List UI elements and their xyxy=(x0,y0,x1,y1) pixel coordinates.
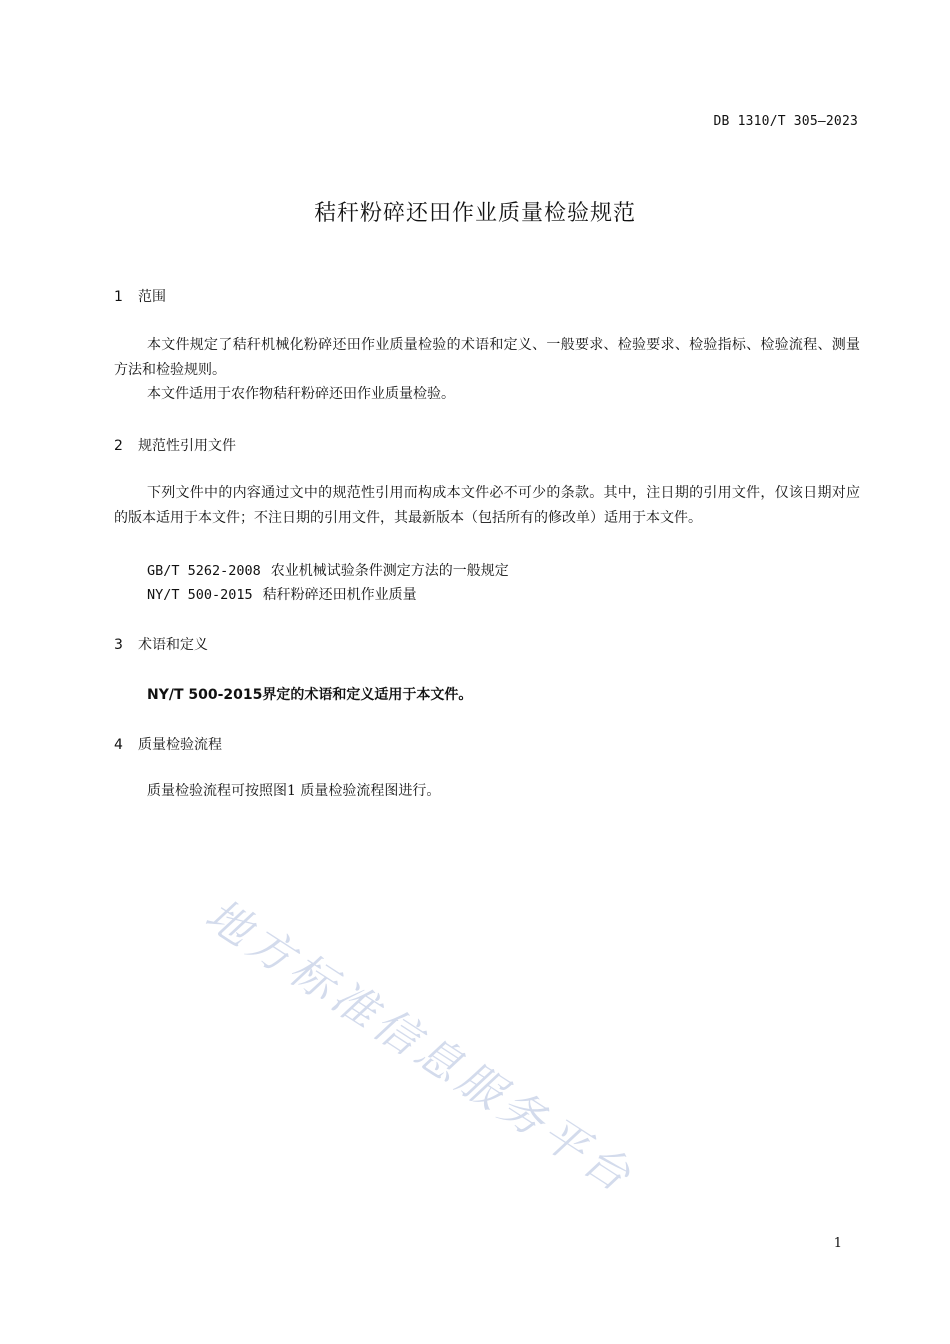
section-number: 4 xyxy=(114,737,123,753)
reference-item xyxy=(147,560,509,580)
scope-paragraph-1: 本文件规定了秸秆机械化粉碎还田作业质量检验的术语和定义、一般要求、检验要求、检验指标、检验流程、测量方法和检验规则。 xyxy=(114,337,860,378)
section-number: 1 xyxy=(114,289,123,305)
reference-title: 秸秆粉碎还田机作业质量 xyxy=(262,587,417,603)
section-number: 3 xyxy=(114,637,123,653)
reference-item xyxy=(147,584,417,604)
section-3-heading xyxy=(114,634,208,654)
references-paragraph: 下列文件中的内容通过文中的规范性引用而构成本文件必不可少的条款。其中，注日期的引用文件，仅该日期对应的版本适用于本文件；不注日期的引用文件，其最新版本（包括所有的修改单）适用于本文件。 xyxy=(114,485,860,526)
terms-paragraph: NY/T 500-2015界定的术语和定义适用于本文件。 xyxy=(147,687,473,703)
reference-title: 农业机械试验条件测定方法的一般规定 xyxy=(270,563,509,579)
section-2-heading xyxy=(114,435,236,455)
section-title: 范围 xyxy=(138,289,166,305)
section-title: 规范性引用文件 xyxy=(138,438,236,454)
section-4-heading xyxy=(114,734,222,754)
reference-code: NY/T 500-2015 xyxy=(147,587,253,603)
document-title: 秸秆粉碎还田作业质量检验规范 xyxy=(313,201,636,226)
section-1-heading xyxy=(114,286,166,306)
page-number: 1 xyxy=(833,1236,842,1251)
watermark: 地方标准信息服务平台 xyxy=(196,889,644,1205)
section-number: 2 xyxy=(114,438,123,454)
section-title: 术语和定义 xyxy=(138,637,208,653)
reference-code: GB/T 5262-2008 xyxy=(147,563,261,579)
process-paragraph: 质量检验流程可按照图1 质量检验流程图进行。 xyxy=(147,783,441,799)
document-code: DB 1310/T 305—2023 xyxy=(713,114,858,129)
scope-paragraph-2: 本文件适用于农作物秸秆粉碎还田作业质量检验。 xyxy=(147,386,455,402)
section-title: 质量检验流程 xyxy=(138,737,222,753)
